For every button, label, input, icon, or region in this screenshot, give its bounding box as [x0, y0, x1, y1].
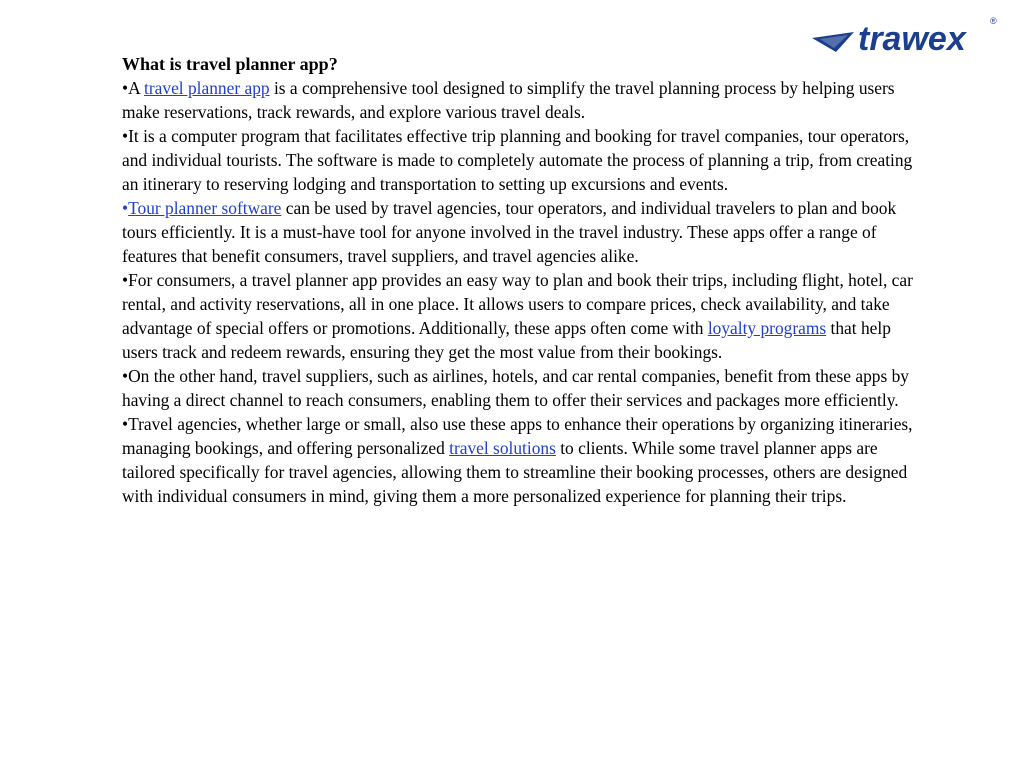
bullet-text-post: that help users track and redeem rewards, ensuring they get the most value from their bookings. — [122, 318, 891, 362]
bullet-paragraph-2 — [122, 124, 922, 196]
bullet-text-post: is a comprehensive tool designed to simplify the travel planning process by helping users make reservations, track rewards, and explore various travel deals. — [122, 78, 895, 122]
bullet-paragraph-3 — [122, 196, 922, 268]
bullet-text-pre: Travel agencies, whether large or small, also use these apps to enhance their operations by organizing itineraries, managing bookings, and offering personalized — [122, 414, 913, 458]
bullet-marker: • — [122, 366, 129, 386]
link-travel-planner-app[interactable]: travel planner app — [144, 78, 270, 98]
bullet-paragraph-4 — [122, 268, 922, 364]
bullet-paragraph-5 — [122, 364, 922, 412]
bullet-text: It is a computer program that facilitates effective trip planning and booking for travel companies, tour operators, and individual tourists. The software is made to completely automate the process of planning a trip, from creating an itinerary to reserving lodging and transportation to setting up excursions and events. — [122, 126, 913, 194]
bullet-marker: • — [122, 198, 129, 218]
page-title: What is travel planner app? — [122, 54, 338, 74]
registered-mark: ® — [990, 16, 997, 26]
bullet-text-post: can be used by travel agencies, tour operators, and individual travelers to plan and book tours efficiently. It is a must-have tool for anyone involved in the travel industry. These apps offer a range of features that benefit consumers, travel suppliers, and travel agencies alike. — [122, 198, 897, 266]
bullet-marker: • — [122, 270, 129, 290]
link-loyalty-programs[interactable]: loyalty programs — [707, 318, 827, 338]
link-travel-solutions[interactable]: travel solutions — [449, 438, 556, 458]
bullet-paragraph-1 — [122, 76, 922, 124]
bullet-text-pre: A — [128, 78, 145, 98]
bullet-marker: • — [122, 78, 129, 98]
bullet-marker: • — [122, 126, 129, 146]
link-tour-planner-software[interactable]: Tour planner software — [128, 198, 282, 218]
document-body — [122, 52, 922, 508]
bullet-text-pre: For consumers, a travel planner app provides an easy way to plan and book their trips, including flight, hotel, car rental, and activity reservations, all in one place. It allows users to compare prices, check availability, and take advantage of special offers or promotions. Additionally, these apps often come with — [122, 270, 913, 338]
bullet-text-post: to clients. While some travel planner apps are tailored specifically for travel agencies, allowing them to streamline their booking processes, others are designed with individual consumers in mind, giving them a more personalized experience for planning their trips. — [122, 438, 908, 506]
bullet-text: On the other hand, travel suppliers, such as airlines, hotels, and car rental companies, benefit from these apps by having a direct channel to reach consumers, enabling them to offer their services and packages more efficiently. — [122, 366, 909, 410]
bullet-marker: • — [122, 414, 129, 434]
bullet-paragraph-6 — [122, 412, 922, 508]
logo-wordmark: trawex — [858, 20, 966, 58]
